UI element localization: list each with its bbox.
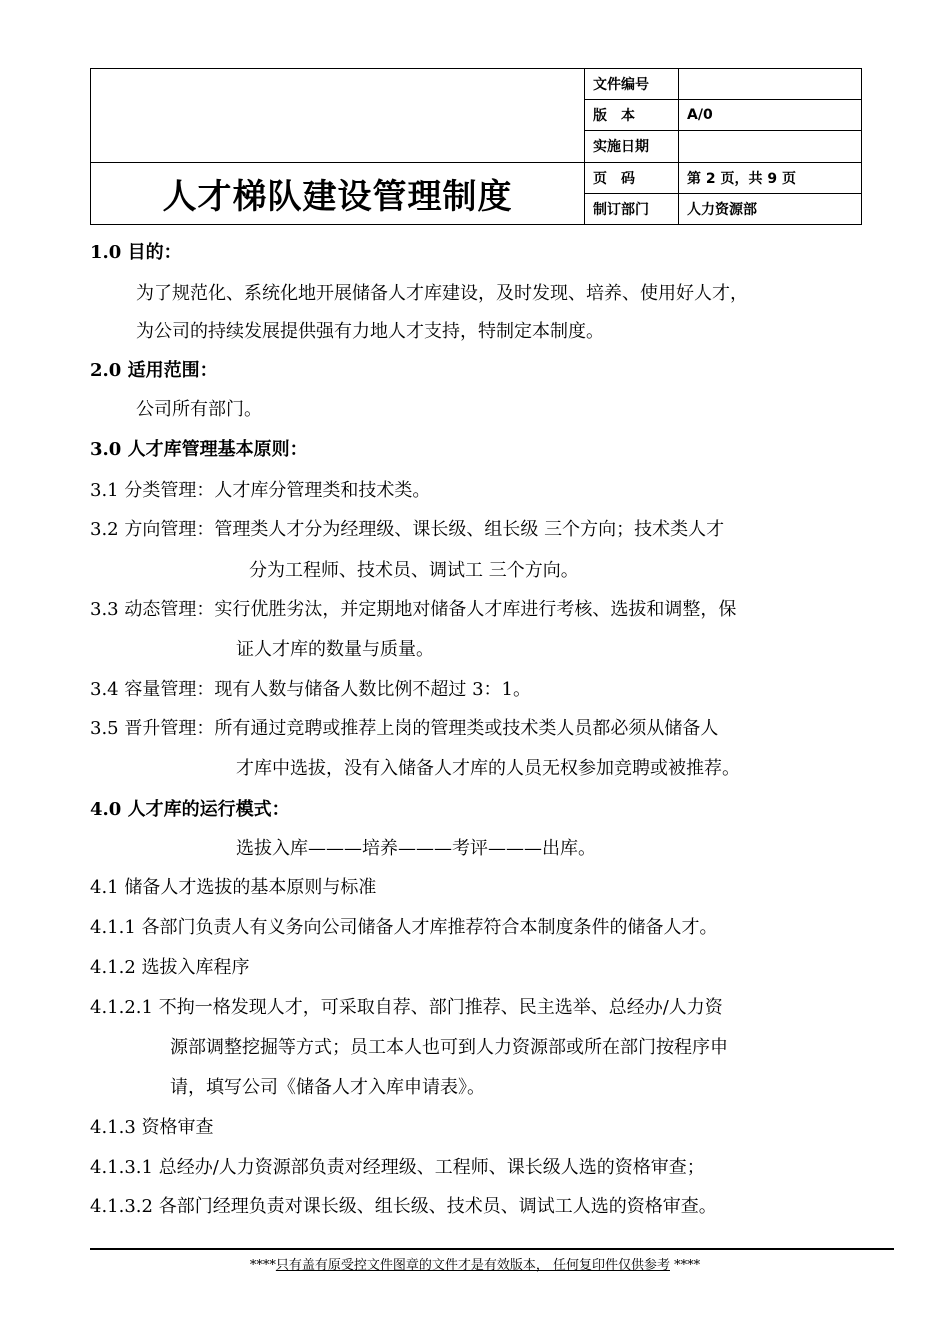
- clause-continuation: 源部调整挖掘等方式；员工本人也可到人力资源部或所在部门按程序申: [170, 1037, 728, 1058]
- section-heading-scope: 2.0 适用范围：: [90, 360, 218, 381]
- footer-stars-right: ****: [670, 1258, 701, 1273]
- section-heading-principles: 3.0 人才库管理基本原则：: [90, 439, 308, 460]
- paragraph-line: 为公司的持续发展提供强有力地人才支持，特制定本制度。: [136, 321, 604, 342]
- clause-line: 3.1 分类管理：人才库分管理类和技术类。: [90, 480, 431, 501]
- clause-line: 3.4 容量管理：现有人数与储备人数比例不超过 3：1。: [90, 679, 531, 700]
- header-value-page: 第 2 页，共 9 页: [679, 162, 862, 193]
- clause-line: 4.1.2 选拔入库程序: [90, 957, 250, 978]
- header-label-dept: 制订部门: [585, 193, 679, 224]
- clause-continuation: 分为工程师、技术员、调试工 三个方向。: [249, 560, 579, 581]
- header-value-doc-no: [679, 69, 862, 100]
- paragraph-line: 为了规范化、系统化地开展储备人才库建设，及时发现、培养、使用好人才，: [136, 283, 748, 304]
- footer-text: 只有盖有原受控文件图章的文件才是有效版本， 任何复印件仅供参考: [275, 1258, 670, 1273]
- clause-line: 3.3 动态管理：实行优胜劣汰，并定期地对储备人才库进行考核、选拔和调整，保: [90, 599, 737, 620]
- section-heading-purpose: 1.0 目的：: [90, 242, 182, 263]
- clause-line: 3.2 方向管理：管理类人才分为经理级、课长级、组长级 三个方向；技术类人才: [90, 519, 725, 540]
- operation-flow: 选拔入库———培养———考评———出库。: [236, 838, 596, 859]
- footer-notice: [0, 1254, 950, 1273]
- clause-line: 4.1.1 各部门负责人有义务向公司储备人才库推荐符合本制度条件的储备人才。: [90, 917, 718, 938]
- header-blank-cell: [91, 69, 585, 163]
- header-value-dept: 人力资源部: [679, 193, 862, 224]
- footer-stars-left: ****: [249, 1258, 276, 1273]
- header-label-page: 页 码: [585, 162, 679, 193]
- header-value-version: A/0: [679, 100, 862, 131]
- header-value-date: [679, 131, 862, 162]
- clause-line: 4.1.3.2 各部门经理负责对课长级、组长级、技术员、调试工人选的资格审查。: [90, 1196, 717, 1217]
- document-title: 人才梯队建设管理制度: [91, 162, 585, 224]
- clause-continuation: 才库中选拔，没有入储备人才库的人员无权参加竞聘或被推荐。: [236, 758, 740, 779]
- clause-line: 3.5 晋升管理：所有通过竞聘或推荐上岗的管理类或技术类人员都必须从储备人: [90, 718, 719, 739]
- footer-divider: [90, 1248, 894, 1250]
- paragraph-line: 公司所有部门。: [136, 399, 262, 420]
- clause-line: 4.1 储备人才选拔的基本原则与标准: [90, 877, 377, 898]
- header-label-version: 版 本: [585, 100, 679, 131]
- clause-line: 4.1.3 资格审查: [90, 1117, 214, 1138]
- clause-line: 4.1.3.1 总经办/人力资源部负责对经理级、工程师、课长级人选的资格审查；: [90, 1157, 705, 1178]
- clause-continuation: 请，填写公司《储备人才入库申请表》。: [170, 1077, 485, 1098]
- document-header-table: [90, 68, 862, 225]
- section-heading-operation: 4.0 人才库的运行模式：: [90, 799, 290, 820]
- header-label-date: 实施日期: [585, 131, 679, 162]
- clause-continuation: 证人才库的数量与质量。: [236, 639, 434, 660]
- header-label-doc-no: 文件编号: [585, 69, 679, 100]
- clause-line: 4.1.2.1 不拘一格发现人才，可采取自荐、部门推荐、民主选举、总经办/人力资: [90, 997, 723, 1018]
